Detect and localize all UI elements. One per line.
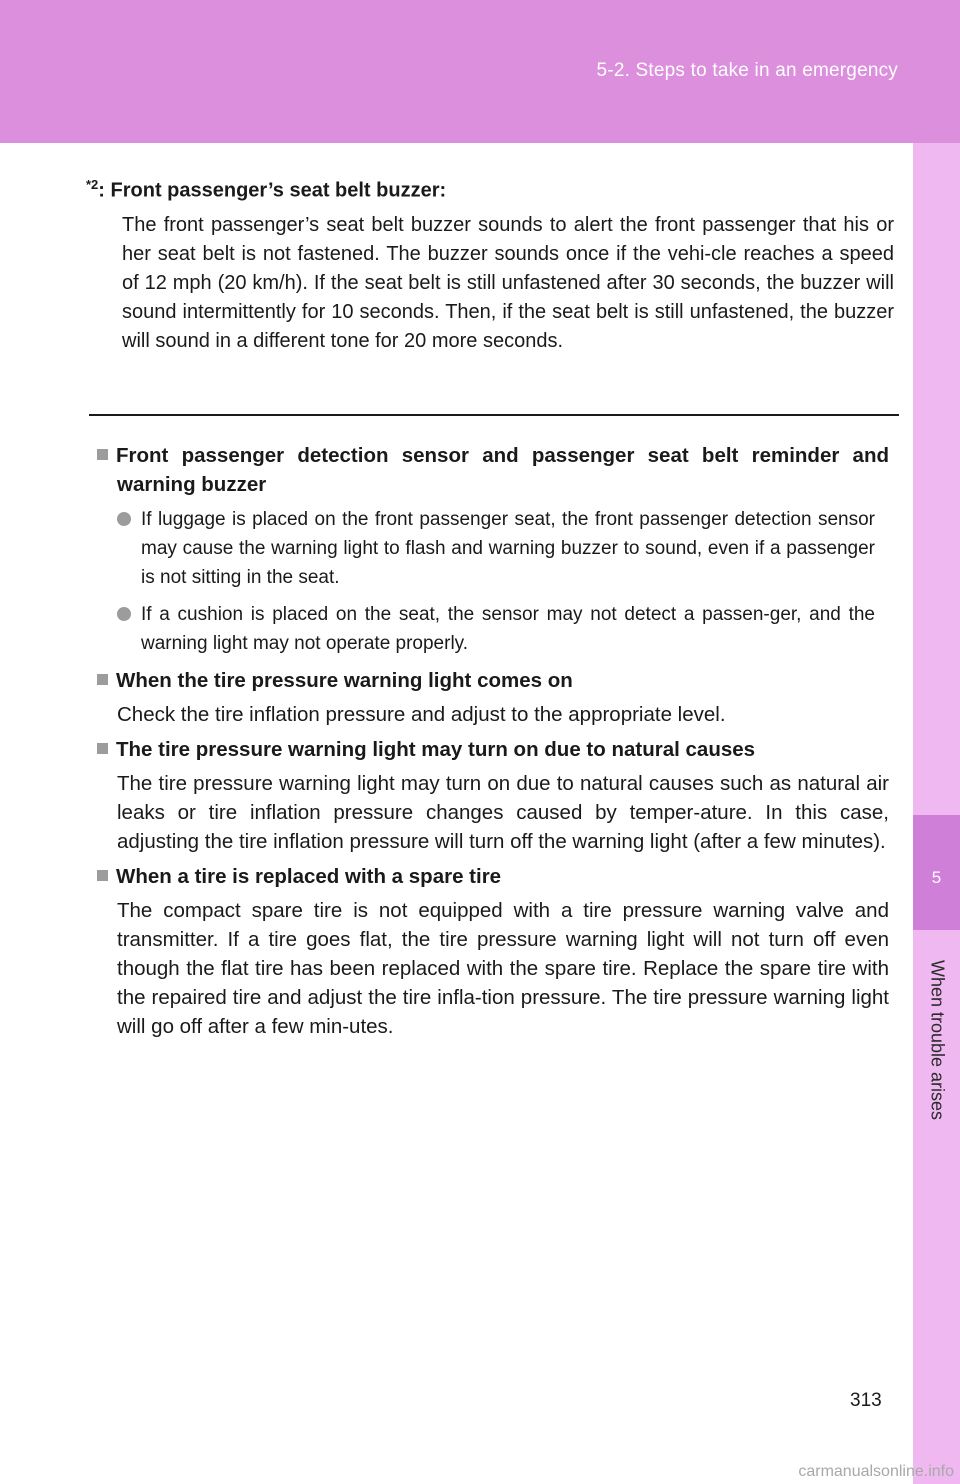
chapter-title: When trouble arises <box>927 959 947 1121</box>
footnote <box>86 170 894 356</box>
list-item-text: If a cushion is placed on the seat, the sensor may not detect a passen-ger, and the warning light may not operate properly. <box>141 604 875 654</box>
bullet-list <box>97 505 889 658</box>
section-warning-light-on <box>97 666 889 729</box>
square-bullet-icon <box>97 870 108 881</box>
section-body: Check the tire inflation pressure and adjust to the appropriate level. <box>117 703 726 726</box>
section-natural-causes <box>97 735 889 856</box>
page-number: 313 <box>850 1390 882 1411</box>
circle-bullet-icon <box>117 607 131 621</box>
side-tab <box>913 143 960 1484</box>
section-body: The tire pressure warning light may turn on due to natural causes such as natural air leaks or tire inflation pressure changes caused by temper-ature. In this case, adjusting the tire inflation pressure will turn off the warning light (after a few minutes). <box>117 772 889 853</box>
chapter-number: 5 <box>931 868 942 887</box>
main-content <box>97 441 889 1047</box>
square-bullet-icon <box>97 674 108 685</box>
square-bullet-icon <box>97 743 108 754</box>
footnote-title: : Front passenger’s seat belt buzzer: <box>98 179 447 202</box>
section-title: 5-2. Steps to take in an emergency <box>596 60 898 81</box>
circle-bullet-icon <box>117 512 131 526</box>
section-heading-text: When a tire is replaced with a spare tire <box>116 865 502 888</box>
list-item <box>117 505 889 592</box>
section-heading <box>97 862 889 891</box>
square-bullet-icon <box>97 449 108 460</box>
section-heading-text: The tire pressure warning light may turn on due to natural causes <box>116 738 756 761</box>
divider <box>89 414 899 416</box>
section-heading-text: When the tire pressure warning light comes on <box>116 669 573 692</box>
list-item <box>117 600 889 658</box>
section-sensor <box>97 441 889 658</box>
section-heading <box>97 441 889 499</box>
footnote-marker: *2 <box>86 177 99 192</box>
chapter-tab <box>913 815 960 930</box>
section-heading <box>97 735 889 764</box>
section-body: The compact spare tire is not equipped with a tire pressure warning valve and transmitter. If a tire goes flat, the tire pressure warning light will not turn off even though the flat tire has been replaced with the spare tire. Replace the spare tire with the repaired tire and adjust the tire infla-tion pressure. The tire pressure warning light will go off after a few min-utes. <box>117 899 889 1038</box>
watermark: carmanualsonline.info <box>798 1463 954 1480</box>
chapter-title-wrap <box>913 940 960 1140</box>
footnote-heading <box>86 170 894 206</box>
section-heading <box>97 666 889 695</box>
footnote-body: The front passenger’s seat belt buzzer sounds to alert the front passenger that his or her seat belt is not fastened. The buzzer sounds once if the vehi-cle reaches a speed of 12 mph (20 km/h). If the seat belt is still unfastened after 30 seconds, the buzzer will sound intermittently for 10 seconds. Then, if the seat belt is still unfastened, the buzzer will sound in a different tone for 20 more seconds. <box>122 213 894 352</box>
list-item-text: If luggage is placed on the front passenger seat, the front passenger detection sensor may cause the warning light to flash and warning buzzer to sound, even if a passenger is not sitting in the seat. <box>141 509 875 588</box>
section-heading-text: Front passenger detection sensor and passenger seat belt reminder and warning buzzer <box>116 444 889 496</box>
page-header <box>0 0 960 143</box>
section-spare-tire <box>97 862 889 1041</box>
